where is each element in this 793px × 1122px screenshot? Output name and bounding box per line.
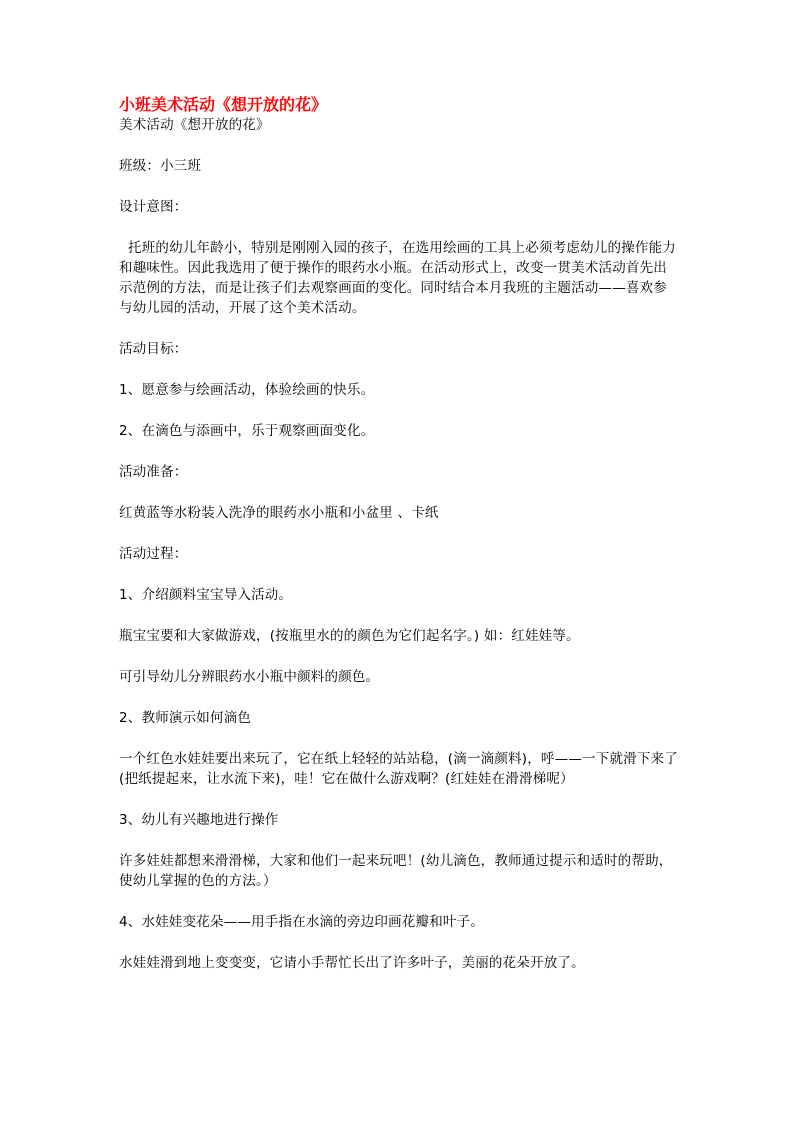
process-step-3-detail: 许多娃娃都想来滑滑梯，大家和他们一起来玩吧！(幼儿滴色，教师通过提示和适时的帮助，使幼儿掌握的色的方法。）	[119, 853, 673, 889]
process-step-2-detail: 一个红色水娃娃要出来玩了，它在纸上轻轻的站站稳，(滴一滴颜料)，呼——一下就滑下来了 (把纸提起来，让水流下来)，哇！它在做什么游戏啊？(红娃娃在滑滑梯呢）	[119, 751, 678, 787]
preparation-text: 红黄蓝等水粉装入洗净的眼药水小瓶和小盆里 、卡纸	[119, 505, 439, 521]
document-title: 小班美术活动《想开放的花》	[119, 95, 328, 114]
process-step-1-note: 可引导幼儿分辨眼药水小瓶中颜料的颜色。	[119, 669, 380, 685]
section-heading-process: 活动过程：	[119, 546, 188, 562]
process-step-4-detail: 水娃娃滑到地上变变变，它请小手帮忙长出了许多叶子，美丽的花朵开放了。	[119, 955, 585, 971]
class-line: 班级：小三班	[119, 158, 202, 174]
process-step-2: 2、教师演示如何滴色	[119, 710, 252, 726]
design-paragraph: 托班的幼儿年龄小，特别是刚刚入园的孩子，在选用绘画的工具上必须考虑幼儿的操作能力和趣味性。因此我选用了便于操作的眼药水小瓶。在活动形式上，改变一贯美术活动首先出示范例的方法，而是让孩子们去观察画面的变化。同时结合本月我班的主题活动——喜欢参与幼儿园的活动，开展了这个美术活动。	[119, 240, 676, 316]
section-heading-goals: 活动目标：	[119, 341, 188, 357]
goal-item-1: 1、愿意参与绘画活动，体验绘画的快乐。	[119, 382, 375, 398]
subtitle: 美术活动《想开放的花》	[119, 117, 270, 133]
process-step-4: 4、水娃娃变花朵——用手指在水滴的旁边印画花瓣和叶子。	[119, 914, 484, 930]
process-step-1-detail: 瓶宝宝要和大家做游戏，(按瓶里水的的颜色为它们起名字。) 如：红娃娃等。	[119, 628, 580, 644]
section-heading-preparation: 活动准备：	[119, 464, 188, 480]
section-heading-design: 设计意图：	[119, 199, 188, 215]
process-step-3: 3、幼儿有兴趣地进行操作	[119, 812, 279, 828]
document-body	[119, 95, 679, 994]
process-step-1: 1、介绍颜料宝宝导入活动。	[119, 587, 293, 603]
goal-item-2: 2、在滴色与添画中，乐于观察画面变化。	[119, 423, 375, 439]
